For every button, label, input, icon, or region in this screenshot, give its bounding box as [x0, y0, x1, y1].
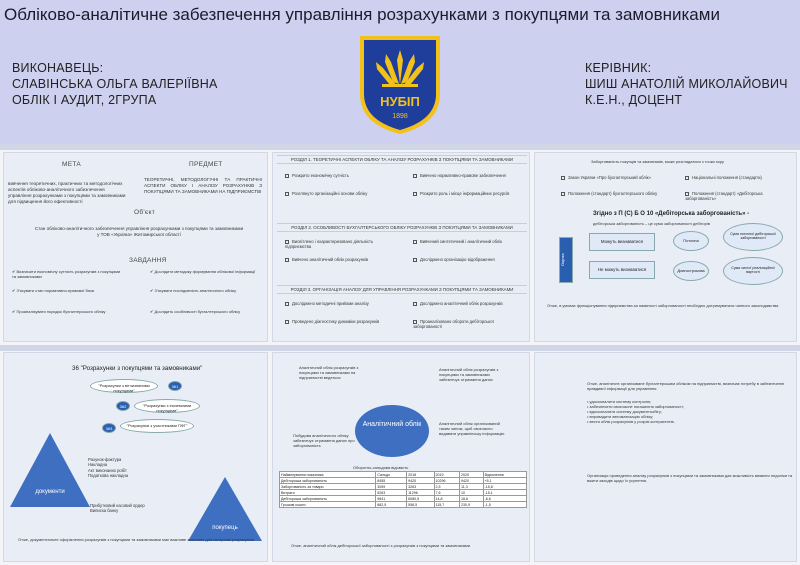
definition-item: Національні положення (стандарти)	[685, 175, 795, 180]
definition-item: Закон України «Про бухгалтерський облік»	[561, 175, 671, 180]
doc-item: Податкова накладна	[88, 473, 129, 479]
panel-goals	[3, 152, 268, 342]
university-logo	[356, 32, 444, 136]
task-item: ✔ Проаналізувати порядок бухгалтерського обліку	[12, 309, 106, 314]
section-item: Проаналізовано обороти дебіторської заборгованості	[413, 319, 494, 330]
accounts-title: 36 "Розрахунки з покупцями та замовниками"	[72, 365, 203, 372]
section-item: Проведено діагностику динаміки розрахунків	[285, 319, 395, 324]
buyers-label: покупець	[212, 525, 238, 531]
subaccount-362: "Розрахунки з іноземними покупцями"	[134, 399, 200, 413]
diagram-oval-1: Сума поточної дебіторської заборгованості	[723, 223, 783, 251]
diagram-longterm: Довгострокова	[673, 261, 709, 281]
payment-item: Прибутковий касовий ордер	[90, 503, 145, 508]
analytical-footer: Отже, аналітичний облік дебіторської заборгованості з розрахунків з покупцями та замовниками	[291, 543, 470, 548]
section-item: Вивчений синтетичний і аналітичний облік	[413, 239, 523, 244]
divider-band	[0, 144, 800, 150]
section-item: Вивчено нормативно-правове забезпечення	[413, 173, 523, 178]
conclusions-text: Отже, аналітичне організоване бухгалтерським обліком на підприємстві, визначає потребу в забезпеченні правдивої інформації для управління	[587, 381, 785, 391]
task-item: ✔ З'ясувати послідовність аналітичного обліку	[150, 288, 237, 293]
turnover-table: Найменування показника Сальдо 2018 2019 2020 Відхилення Дебіторська заборгованість 8455 9420 10296 9420 +5,1 Заборгованість за товари 3059 3263 2,5 11,3 -15,8 Витрати 5263 11296 7,6 10 -15,1 Дебіторська заборгованість 9841 6080,5 14,8 18,6 -6,6 Грошові кошти 882,5 558,5 115,7 230,9 -1,5	[279, 471, 527, 508]
meta-text: вивчення теоретичних, практичних та методологічних аспектів обліково-аналітичного забезпечення управління розрахунками з покупцями та замовниками для підвищення його ефективності	[8, 181, 126, 204]
conclusions-note: Організація проведення аналізу розрахунків з покупцями та замовниками дає можливість виявити недоліки та вжити заходів щодо їх усунення.	[587, 473, 793, 483]
payment-list	[90, 503, 190, 514]
section-item: Досліджено методичні прийоми аналізу	[285, 301, 395, 306]
conclusions-list: • удосконалити систему контролю; • забезпечити своєчасне погашення заборгованості; • вдосконалити систему документообігу; • впровадити автоматизацію обліку; • вести облік розрахунків у розрізі контрагентів.	[587, 399, 684, 424]
subaccount-number: 363	[102, 423, 116, 433]
section1-title: РОЗДІЛ 1. ТЕОРЕТИЧНІ АСПЕКТИ ОБЛІКУ ТА АНАЛІЗУ РОЗРАХУНКІВ З ПОКУПЦЯМИ ТА ЗАМОВНИКАМИ	[277, 155, 527, 164]
section2-title: РОЗДІЛ 2. ОСОБЛИВОСТІ БУХГАЛТЕРСЬКОГО ОБЛІКУ РОЗРАХУНКІВ З ПОКУПЦЯМИ ТА ЗАМОВНИКАМИ	[277, 223, 527, 232]
poster-title: Обліково-аналітичне забезпечення управління розрахунками з покупцями та замовниками	[4, 5, 720, 24]
doc-item: Накладна	[88, 462, 108, 468]
task-item: ✔ Визначити економічну сутність розрахунків з покупцями та замовниками	[12, 269, 121, 279]
diagram-oval-2: Сума чистої реалізаційної вартості	[723, 257, 783, 285]
docs-triangle	[10, 433, 90, 507]
buyers-triangle	[188, 477, 262, 541]
predmet-heading: ПРЕДМЕТ	[189, 161, 223, 168]
doc-item: Рахунок-фактура	[88, 457, 122, 462]
panel3-intro: Заборгованість покупців та замовників, може розглядатися з точки зору	[591, 159, 724, 164]
payment-item: Виписка банку	[90, 508, 119, 514]
diagram-box-can: Можуть визнаватися	[589, 233, 655, 251]
supervisor-info	[585, 60, 788, 108]
diagram-box-cannot: Не можуть визнаватися	[589, 261, 655, 279]
panel3-footer: Отже, в умовах функціонування підприємства за наявності заборгованості необхідно дотримуватися чинного законодавства	[547, 303, 779, 308]
object-text: Стан обліково-аналітичного забезпечення управління розрахунками з покупцями та замовниками у ТОВ «Україна» Житомирської області	[34, 226, 244, 237]
logo-text: НУБІП	[380, 94, 420, 109]
section-item: Досліджено аналітичний облік розрахунків	[413, 301, 523, 306]
performer-info	[12, 60, 218, 108]
diagram-current: Поточна	[673, 231, 709, 251]
analytical-center: Аналітичний облік	[355, 405, 429, 457]
performer-group: ОБЛІК І АУДИТ, 2ГРУПА	[12, 93, 157, 107]
diagram-root: Оцінка	[559, 237, 573, 283]
definition-item: Положення (стандарт) бухгалтерського обліку	[561, 191, 671, 196]
definition-subheading: дебіторська заборгованість – це сума заборгованості дебіторів	[593, 221, 710, 226]
section-item: Досліджено організацію відображення	[413, 257, 523, 262]
panel-analytical	[272, 352, 530, 562]
task-item: ✔ Дослідить особливості бухгалтерського обліку	[150, 309, 241, 314]
poster-header	[0, 0, 800, 144]
panel-definition	[534, 152, 797, 342]
subaccount-361: "Розрахунки з вітчизняними покупцями"	[90, 379, 158, 393]
section-item: Розкрито роль і місце інформаційних ресурсів	[413, 191, 523, 196]
analytical-note: Аналітичний облік організований таким чином, щоб своєчасно видавати управлінську інформацію	[439, 421, 505, 436]
docs-label: документи	[35, 489, 65, 495]
panel-conclusions	[534, 352, 797, 562]
performer-name: СЛАВІНСЬКА ОЛЬГА ВАЛЕРІЇВНА	[12, 77, 218, 91]
analytical-note: Аналітичний облік розрахунків з покупцями та замовниками на підприємстві ведеться	[299, 365, 359, 380]
object-heading: Об'єкт	[134, 209, 156, 216]
predmet-text: ТЕОРЕТИЧНІ, МЕТОДОЛОГІЧНІ ТА ПРАКТИЧНІ АСПЕКТИ ОБЛІКУ І АНАЛІЗУ РОЗРАХУНКІВ З ПОКУПЦЯМИ ТА ЗАМОВНИКАМИ НА ПІДПРИЄМСТВІ	[144, 177, 262, 194]
definition-item: Положення (стандарт) «Дебіторська заборгованість»	[685, 191, 763, 202]
supervisor-name: ШИШ АНАТОЛІЙ МИКОЛАЙОВИЧ	[585, 77, 788, 91]
divider-band	[0, 345, 800, 351]
definition-heading: Згідно з П (С) Б О 10 «Дебіторська заборгованість» -	[593, 211, 750, 217]
doc-item: Акт виконаних робіт	[88, 467, 127, 473]
panel-sections	[272, 152, 530, 342]
subaccount-363: "Розрахунки з участниками ПФГ"	[120, 419, 194, 433]
subaccount-number: 361	[168, 381, 182, 391]
meta-heading: МЕТА	[62, 161, 82, 168]
performer-label: ВИКОНАВЕЦЬ:	[12, 61, 104, 75]
section-item: Розкрито економічну сутність	[285, 173, 395, 178]
section-item: Висвітлено і охарактеризовано діяльність підприємства	[285, 239, 374, 250]
analytical-note: Побудова аналітичного обліку забезпечує отримання даних про заборгованість	[293, 433, 355, 448]
section-item: Вивчено аналітичний облік розрахунків	[285, 257, 395, 262]
supervisor-label: КЕРІВНИК:	[585, 61, 652, 75]
section-item: Розглянуто організаційні основи обліку	[285, 191, 395, 196]
table-title: Оборотно-сальдова відомість	[353, 465, 409, 470]
task-item: ✔ З'ясувати стан нормативно-правової бази	[12, 288, 94, 293]
task-item: ✔ Дослідити методику формування облікової інформації	[150, 269, 256, 274]
logo-year: 1898	[392, 113, 408, 120]
section3-title: РОЗДІЛ 3. ОРГАНІЗАЦІЯ АНАЛІЗУ ДЛЯ УПРАВЛІННЯ РОЗРАХУНКАМИ З ПОКУПЦЯМИ ТА ЗАМОВНИКАМИ	[277, 285, 527, 294]
panel-accounts	[3, 352, 268, 562]
subaccount-number: 362	[116, 401, 130, 411]
accounts-footer: Отже, документальне оформлення розрахунків з покупцями та замовниками має важливе значення для контролю розрахунків	[18, 537, 254, 542]
supervisor-degree: К.Е.Н., ДОЦЕНТ	[585, 93, 683, 107]
doc-list	[88, 457, 208, 479]
analytical-note: Аналітичний облік розрахунків з покупцями та замовниками забезпечує отримання даних	[439, 367, 499, 382]
tasks-heading: ЗАВДАННЯ	[129, 257, 167, 264]
